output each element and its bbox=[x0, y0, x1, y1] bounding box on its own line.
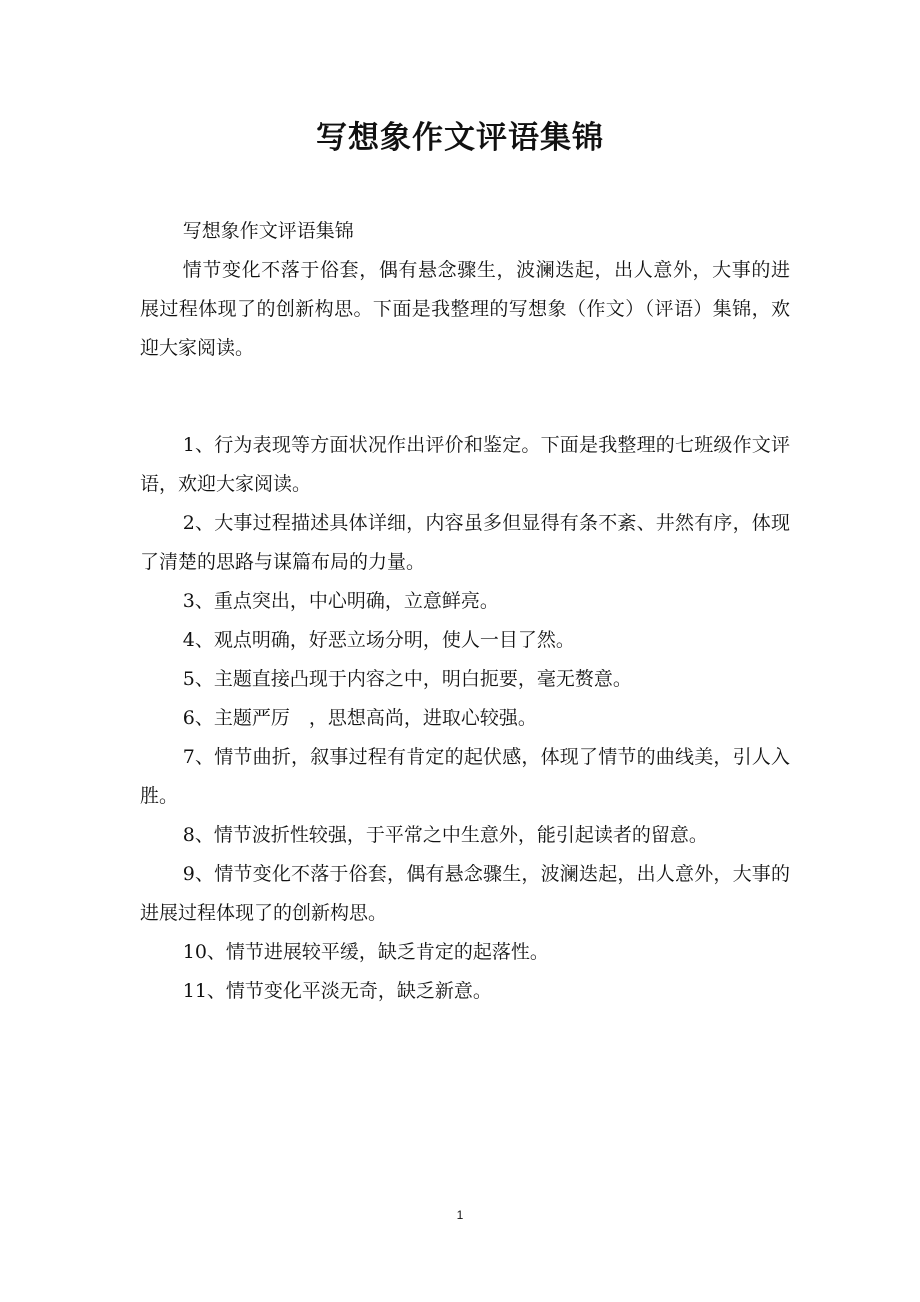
list-item: 6、主题严厉 ，思想高尚，进取心较强。 bbox=[182, 707, 537, 729]
paragraph-spacer bbox=[140, 368, 790, 426]
document-body bbox=[140, 212, 790, 1011]
list-item: 2、大事过程描述具体详细，内容虽多但显得有条不紊、井然有序，体现了清楚的思路与谋篇布局的力量。 bbox=[140, 512, 790, 573]
list-item: 9、情节变化不落于俗套，偶有悬念骤生，波澜迭起，出人意外，大事的进展过程体现了的创新构思。 bbox=[140, 863, 790, 924]
list-item: 5、主题直接凸现于内容之中，明白扼要，毫无赘意。 bbox=[182, 668, 632, 690]
list-item: 8、情节波折性较强，于平常之中生意外，能引起读者的留意。 bbox=[182, 824, 708, 846]
list-item: 7、情节曲折，叙事过程有肯定的起伏感，体现了情节的曲线美，引人入胜。 bbox=[140, 746, 790, 807]
intro-paragraph: 情节变化不落于俗套，偶有悬念骤生，波澜迭起，出人意外，大事的进展过程体现了的创新构思。下面是我整理的写想象（作文）（评语）集锦，欢迎大家阅读。 bbox=[140, 259, 790, 359]
document-title: 写想象作文评语集锦 bbox=[316, 120, 604, 156]
list-item: 1、行为表现等方面状况作出评价和鉴定。下面是我整理的七班级作文评语，欢迎大家阅读。 bbox=[140, 434, 790, 495]
list-item: 11、情节变化平淡无奇，缺乏新意。 bbox=[182, 980, 492, 1002]
list-item: 3、重点突出，中心明确，立意鲜亮。 bbox=[182, 590, 499, 612]
list-item: 10、情节进展较平缓，缺乏肯定的起落性。 bbox=[182, 941, 549, 963]
list-item: 4、观点明确，好恶立场分明，使人一目了然。 bbox=[182, 629, 575, 651]
page-number: 1 bbox=[456, 1208, 464, 1222]
subtitle-paragraph: 写想象作文评语集锦 bbox=[182, 220, 354, 242]
